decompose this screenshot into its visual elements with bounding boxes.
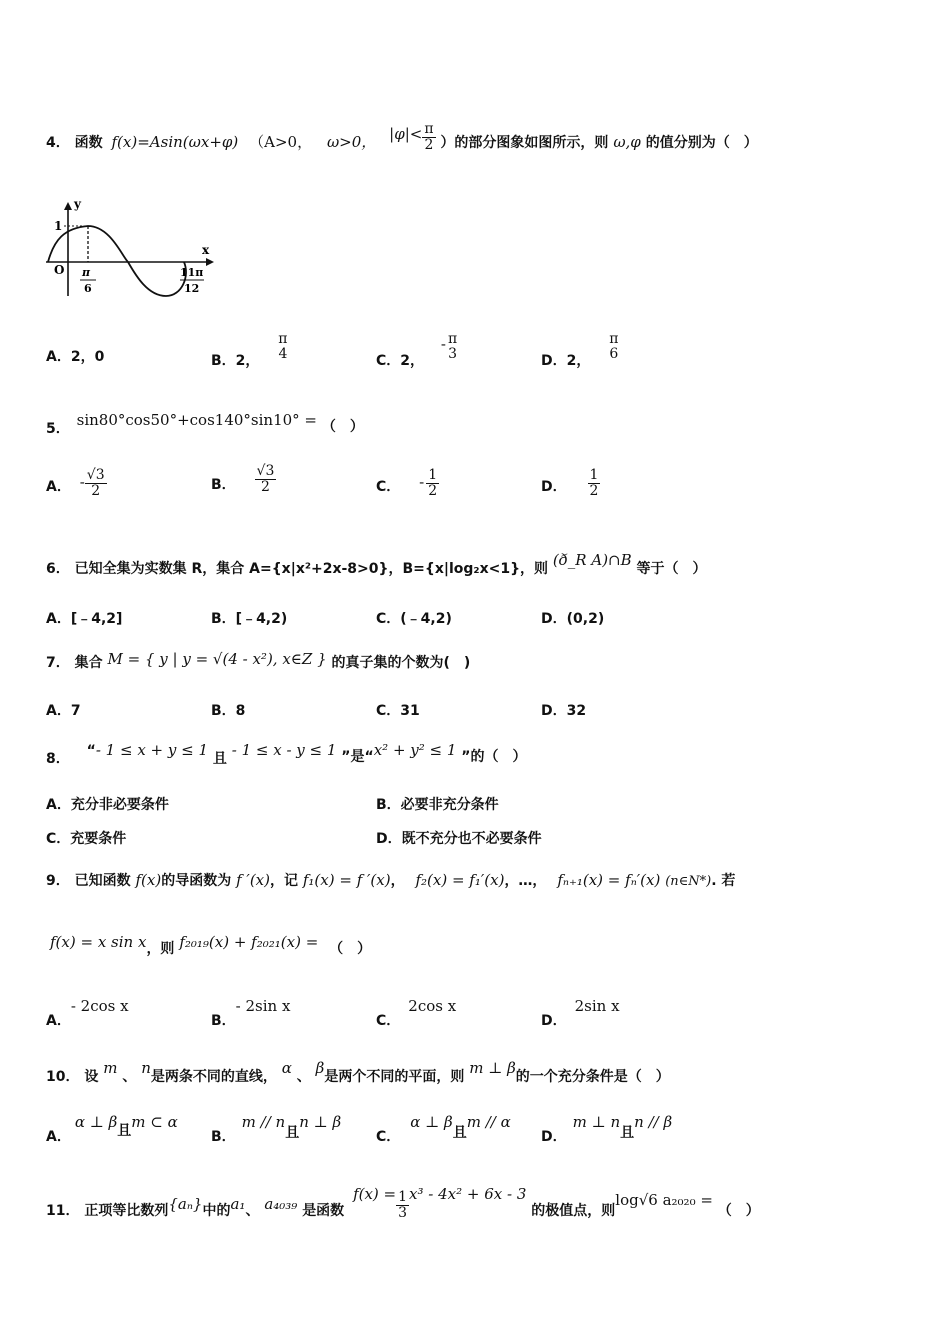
q7-option-b: B．8 [211,703,246,719]
q4-cond1: （A>0， [249,133,313,152]
q10-option-d: D．m ⊥ n且n // β [541,1113,673,1145]
graph-one-label: 1 [54,219,63,233]
q9-option-d: D．2sin x [541,997,620,1029]
q6-line [46,551,707,578]
q4-pre: 函数 [74,135,103,152]
q6-number: 6． [46,561,70,577]
graph-y-arrow [64,202,72,210]
graph-origin-label: O [54,263,65,277]
q4-post: ）的部分图象如图所示，则 [440,135,609,152]
q6-option-b: B．[﹣4,2) [211,611,288,627]
q7-number: 7． [46,655,70,671]
q9-option-c: C．2cos x [376,997,457,1029]
q4-line [46,121,758,158]
q9-sum: f₂₀₁₉(x) + f₂₀₂₁(x) = [179,933,319,951]
q4-option-a: A．2，0 [46,349,105,365]
q7-expression: M = { y | y = √(4 - x²), x∈Z } [107,650,327,668]
q7-option-a: A．7 [46,703,81,719]
graph-x-label: x [202,243,210,257]
q10-option-a: A．α ⊥ β且m ⊂ α [46,1113,178,1145]
q11-one-third: $\frac{1}{3}$ [398,1189,408,1221]
q4-function: f(x)=Asin(ωx+φ) [111,133,239,152]
q11-line: 11． 正项等比数列{aₙ}中的a₁、 a₄₀₃₉ 是函数 f(x) = $\frac{1}{3}$ x³ - 4x² + 6x - 3 的极值点，则log√6 a₂₀₂₀ = （ ） [46,1185,760,1221]
q6-option-c: C．(﹣4,2) [376,611,452,627]
q9-given: f(x) = x sin x [50,933,147,951]
q8-expr3: x² + y² ≤ 1 [373,741,457,759]
q7-pre: 集合 [74,655,103,671]
q9-fn: fₙ₊₁(x) = fₙ′(x) [557,871,661,889]
q10-number: 10． [46,1069,80,1085]
q4-cond2: ω>0， [326,133,377,152]
q8-option-d: D．既不充分也不必要条件 [376,831,542,847]
q11-sequence: {aₙ} [168,1195,203,1214]
q9-fprime: f ′(x) [236,871,270,889]
q7-option-c: C．31 [376,703,420,719]
q8-line: 8． “- 1 ≤ x + y ≤ 1 且 - 1 ≤ x - y ≤ 1 ”是“x² + y² ≤ 1 ”的（ ） [46,741,527,767]
q7-option-d: D．32 [541,703,587,719]
q10-option-b: B．m // n且n ⊥ β [211,1113,342,1145]
sine-graph [44,196,219,300]
q4-vars: ω,φ [613,133,641,152]
q4-option-d: D．2， π 6 [541,331,619,369]
q9-option-b: B．- 2sin x [211,997,291,1029]
q4-pi-over-2: $\frac{\pi}{2}$ [424,121,434,153]
q9-f2: f₂(x) = f₁′(x) [415,871,505,889]
q8-option-c: C．充要条件 [46,831,127,847]
q4-tail: 的值分别为（ ） [645,135,758,152]
graph-tick2-num: 11π [180,266,204,279]
q10-line: 10． 设 m 、 n是两条不同的直线， α 、 β是两个不同的平面，则 m ⊥ β的一个充分条件是（ ） [46,1059,670,1085]
graph-tick1-den: 6 [84,282,92,295]
q8-expr2: - 1 ≤ x - y ≤ 1 [231,741,337,759]
q8-expr1: - 1 ≤ x + y ≤ 1 [95,741,208,759]
q6-option-a: A．[﹣4,2] [46,611,123,627]
q11-f-body: x³ - 4x² + 6x - 3 [409,1185,527,1204]
graph-x-arrow [206,258,214,266]
graph-tick2-den: 12 [184,282,200,295]
q4-option-b: B．2， π 4 [211,331,288,369]
q4-option-c: C．2， - π 3 [376,331,458,369]
q4-number: 4． [46,135,70,152]
q7-tail: 的真子集的个数为( ) [331,655,471,671]
q9-n-domain: (n∈N*) [665,874,712,889]
q5-option-a: A． - $\frac{√3}{2}$ [46,467,105,499]
q6-expression: (ð_R A)∩B [552,551,632,569]
q6-option-d: D．(0,2) [541,611,605,627]
q8-option-b: B．必要非充分条件 [376,797,499,813]
graph-y-label: y [74,197,81,211]
q8-number: 8． [46,751,70,767]
q5-option-b: B． $\frac{√3}{2}$ [211,463,275,495]
q9-f: f(x) [135,871,162,889]
q11-log: log√6 a₂₀₂₀ = [615,1191,713,1210]
q9-number: 9． [46,873,70,889]
q10-option-c: C．α ⊥ β且m // α [376,1113,511,1145]
q5-expression: sin80°cos50°+cos140°sin10° = [76,411,317,429]
q8-option-a: A．充分非必要条件 [46,797,169,813]
q9-option-a: A．- 2cos x [46,997,129,1029]
q9-line1: 9． 已知函数 f(x)的导函数为 f ′(x)，记 f₁(x) = f ′(x)， f₂(x) = f₁′(x)，…， fₙ₊₁(x) = fₙ′(x) (n∈N*). 若 [46,871,736,889]
q5-line [46,410,364,437]
q9-line2: f(x) = x sin x，则 f₂₀₁₉(x) + f₂₀₂₁(x) = （ ） [50,933,372,957]
q10-condition: m ⊥ β [469,1059,516,1077]
q5-tail: （ ） [321,419,364,435]
q9-f1: f₁(x) = f ′(x) [302,871,391,889]
q6-text: 已知全集为实数集 R，集合 A={x|x²+2x-8>0}，B={x|log₂x<1}，则 [74,561,549,577]
q5-option-d: D． $\frac{1}{2}$ [541,467,599,499]
q5-number: 5． [46,421,70,437]
graph-tick1-num: π [82,266,91,279]
q11-number: 11． [46,1203,80,1220]
q4-cond3: |φ|< [389,125,423,144]
q6-tail: 等于（ ） [636,561,707,577]
q7-line [46,652,470,672]
q11-f-prefix: f(x) = [353,1185,397,1204]
q5-option-c: C． - $\frac{1}{2}$ [376,467,438,499]
